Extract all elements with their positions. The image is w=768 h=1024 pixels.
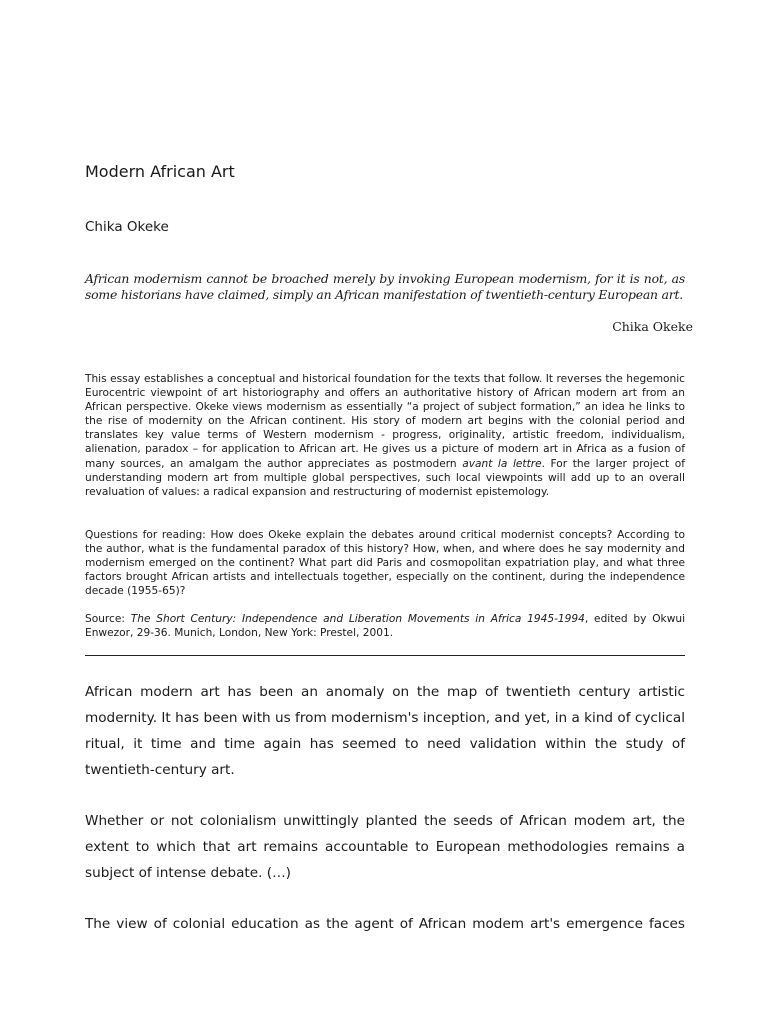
intro-italic-phrase: avant la lettre — [462, 457, 542, 470]
document-title: Modern African Art — [85, 162, 235, 181]
intro-text-part1: This essay establishes a conceptual and historical foundation for the texts that follow. It reverses the hegemonic Eurocentric viewpoint of art historiography and offers an authoritative history of African modern art from an African perspective. Okeke views modernism as essentially “a project of subject formation,” an idea he links to the rise of modernity on the African continent. His story of modern art begins with the colonial period and translates key value terms of Western modernism - progress, originality, artistic freedom, individualism, alienation, paradox – for application to African art. He gives us a picture of modern art in Africa as a fusion of many sources, an amalgam the author appreciates as postmodern — [85, 373, 685, 470]
intro-text-part2: . For the larger project of understanding modern art from multiple global perspectives, such local viewpoints will add up to an overall revaluation of values: a radical expansion and restructuring of modernist epistemology. — [85, 457, 686, 498]
source-book-title: The Short Century: Independence and Liberation Movements in Africa 1945-1994 — [130, 613, 585, 625]
epigraph-attribution: Chika Okeke — [612, 319, 693, 334]
epigraph-quote: African modernism cannot be broached merely by invoking European modernism, for it is not, as some historians have claimed, simply an African manifestation of twentieth-century European art. — [85, 271, 685, 302]
source-details: , edited by Okwui Enwezor, 29-36. Munich, London, New York: Prestel, 2001. — [85, 613, 686, 640]
source-label: Source: — [85, 613, 131, 625]
body-paragraph-2: Whether or not colonialism unwittingly planted the seeds of African modem art, the extent to which that art remains accountable to European methodologies remains a subject of intense debate. (…) — [85, 813, 685, 881]
intro-paragraph — [85, 372, 685, 499]
body-paragraph-1: African modern art has been an anomaly on the map of twentieth century artistic modernity. It has been with us from modernism's inception, and yet, in a kind of cyclical ritual, it time and time again has seemed to need validation within the study of twentieth-century art. — [85, 684, 685, 778]
section-divider — [85, 655, 685, 656]
body-paragraph-3: The view of colonial education as the agent of African modem art's emergence faces — [85, 916, 685, 932]
author-name: Chika Okeke — [85, 219, 169, 235]
source-citation — [85, 612, 685, 640]
questions-paragraph: Questions for reading: How does Okeke explain the debates around critical modernist concepts? According to the author, what is the fundamental paradox of this history? How, when, and where does he say modernity and modernism emerged on the continent? What part did Paris and cosmopolitan expatriation play, and what three factors brought African artists and intellectuals together, especially on the continent, during the independence decade (1955-65)? — [85, 529, 685, 598]
